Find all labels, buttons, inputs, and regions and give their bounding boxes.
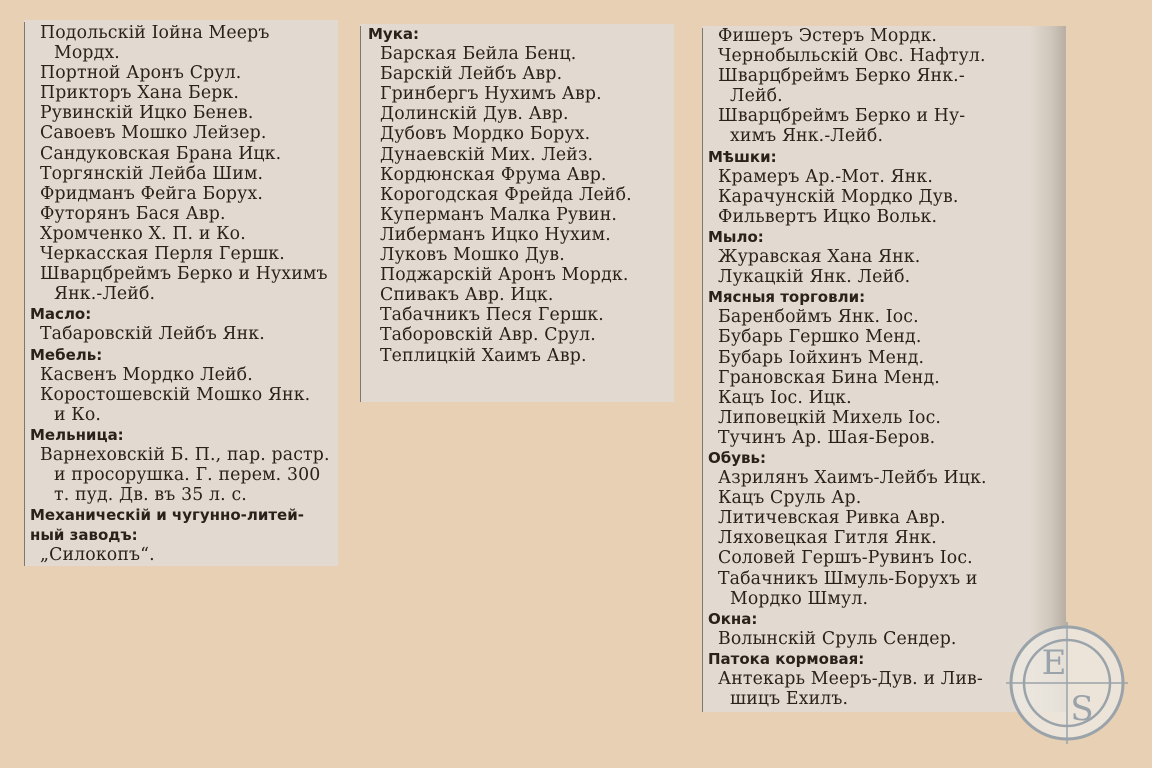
directory-entry: Табаровскій Лейбъ Янк. [40, 324, 265, 345]
directory-entry: Фридманъ Фейга Борух. [40, 183, 263, 204]
entry-continuation: т. пуд. Дв. въ 35 л. с. [54, 485, 247, 506]
directory-entry: „Силокопъ“. [40, 545, 155, 566]
category-heading: Мельница: [30, 425, 124, 444]
directory-entry: Волынскій Сруль Сендер. [718, 628, 957, 649]
category-heading: Механическій и чугунно-литей- [30, 506, 304, 525]
directory-entry: Шварцбреймъ Берко Янк.- [718, 66, 965, 87]
directory-entry: Журавская Хана Янк. [718, 247, 921, 268]
directory-entry: Антекарь Мееръ-Дув. и Лив- [718, 669, 983, 689]
directory-entry: Кацъ Сруль Ар. [718, 488, 862, 509]
directory-entry: Фильвертъ Ицко Вольк. [718, 206, 938, 227]
directory-entry: Коростошевскій Мошко Янк. [40, 384, 311, 405]
directory-entry: Портной Аронъ Срул. [40, 63, 242, 84]
entry-continuation: Мордх. [54, 43, 120, 64]
directory-column-3 [702, 26, 1066, 712]
directory-entry: Касвенъ Мордко Лейб. [40, 364, 253, 385]
directory-entry: Барскій Лейбъ Авр. [380, 64, 563, 85]
directory-entry: Азрилянъ Хаимъ-Лейбъ Ицк. [718, 468, 987, 489]
directory-entry: Бубарь Гершко Менд. [718, 327, 922, 348]
directory-entry: Таборовскій Авр. Срул. [380, 325, 596, 346]
entry-continuation: Лейб. [730, 86, 783, 107]
category-heading: Масло: [30, 305, 92, 324]
column-rule [702, 28, 703, 712]
category-heading: Мѣшки: [708, 147, 777, 166]
directory-entry: Кордюнская Фрума Авр. [380, 164, 607, 185]
directory-entry: Гринбергъ Нухимъ Авр. [380, 84, 602, 105]
directory-column-2 [360, 24, 674, 402]
directory-entry: Куперманъ Малка Рувин. [380, 204, 618, 225]
entry-continuation: шицъ Ехилъ. [730, 689, 849, 710]
directory-entry: Грановская Бина Менд. [718, 367, 940, 388]
category-heading: Мука: [368, 25, 420, 43]
directory-entry: Чернобыльскій Овс. Нафтул. [718, 46, 986, 67]
category-heading: ный заводъ: [30, 526, 138, 545]
directory-entry: Теплицкій Хаимъ Авр. [380, 345, 587, 366]
category-heading: Окна: [708, 609, 758, 628]
es-stamp-watermark [1006, 622, 1128, 744]
directory-entry: Долинскій Дув. Авр. [380, 104, 569, 125]
directory-entry: Барская Бейла Бенц. [380, 44, 577, 65]
directory-entry: Крамеръ Ар.-Мот. Янк. [718, 166, 934, 187]
category-heading: Обувь: [708, 448, 766, 467]
directory-entry: Ляховецкая Гитля Янк. [718, 528, 937, 549]
directory-entry: Липовецкій Михель Іос. [718, 407, 942, 428]
directory-entry: Табачникъ Песя Гершк. [380, 305, 604, 326]
column-rule [24, 22, 25, 566]
directory-entry: Варнеховскій Б. П., пар. растр. [40, 444, 330, 465]
entry-continuation: Янк.-Лейб. [54, 284, 156, 305]
entry-continuation: Мордко Шмул. [730, 588, 869, 609]
entry-continuation: и Ко. [54, 404, 102, 425]
directory-entry: Савоевъ Мошко Лейзер. [40, 123, 267, 144]
directory-entry: Карачунскій Мордко Дув. [718, 186, 959, 207]
directory-entry: Лукацкій Янк. Лейб. [718, 267, 911, 288]
directory-entry: Тучинъ Ар. Шая-Беров. [718, 427, 936, 448]
watermark-letter-e: E [1041, 643, 1067, 683]
category-heading: Мыло: [708, 227, 764, 246]
directory-entry: Баренбоймъ Янк. Іос. [718, 307, 919, 328]
directory-entry: Рувинскій Ицко Бенев. [40, 103, 254, 124]
directory-entry: Либерманъ Ицко Нухим. [380, 224, 611, 245]
column-rule [360, 26, 361, 402]
entry-continuation: и просорушка. Г. перем. 300 [54, 465, 321, 486]
directory-entry: Хромченко Х. П. и Ко. [40, 223, 246, 244]
directory-entry: Прикторъ Хана Берк. [40, 83, 240, 104]
directory-entry: Спивакъ Авр. Ицк. [380, 285, 554, 306]
directory-entry: Футорянъ Бася Авр. [40, 203, 226, 224]
directory-entry: Торгянскій Лейба Шим. [40, 163, 264, 184]
category-heading: Патока кормовая: [708, 649, 865, 668]
directory-entry: Фишеръ Эстеръ Мордк. [718, 26, 938, 46]
directory-entry: Поджарскій Аронъ Мордк. [380, 265, 629, 286]
directory-entry: Кацъ Іос. Ицк. [718, 387, 852, 408]
directory-entry: Литичевская Ривка Авр. [718, 508, 946, 529]
directory-entry: Сандуковская Брана Ицк. [40, 143, 282, 164]
directory-entry: Дубовъ Мордко Борух. [380, 124, 591, 145]
directory-entry: Соловей Гершъ-Рувинъ Іос. [718, 548, 973, 569]
directory-entry: Черкасская Перля Гершк. [40, 244, 285, 265]
directory-entry: Шварцбреймъ Берко и Ну- [718, 106, 966, 127]
category-heading: Мебель: [30, 345, 103, 364]
directory-entry: Луковъ Мошко Дув. [380, 245, 565, 266]
directory-entry: Бубарь Іойхинъ Менд. [718, 347, 925, 368]
watermark-letter-s: S [1070, 689, 1094, 729]
directory-column-1 [24, 20, 338, 566]
directory-entry: Корогодская Фрейда Лейб. [380, 184, 632, 205]
entry-continuation: химъ Янк.-Лейб. [730, 126, 884, 147]
directory-entry: Дунаевскій Мих. Лейз. [380, 144, 594, 165]
directory-entry: Подольскій Іойна Мееръ [40, 23, 270, 43]
category-heading: Мясныя торговли: [708, 288, 866, 307]
directory-entry: Табачникъ Шмуль-Борухъ и [718, 568, 978, 589]
directory-entry: Шварцбреймъ Берко и Нухимъ [40, 264, 328, 285]
